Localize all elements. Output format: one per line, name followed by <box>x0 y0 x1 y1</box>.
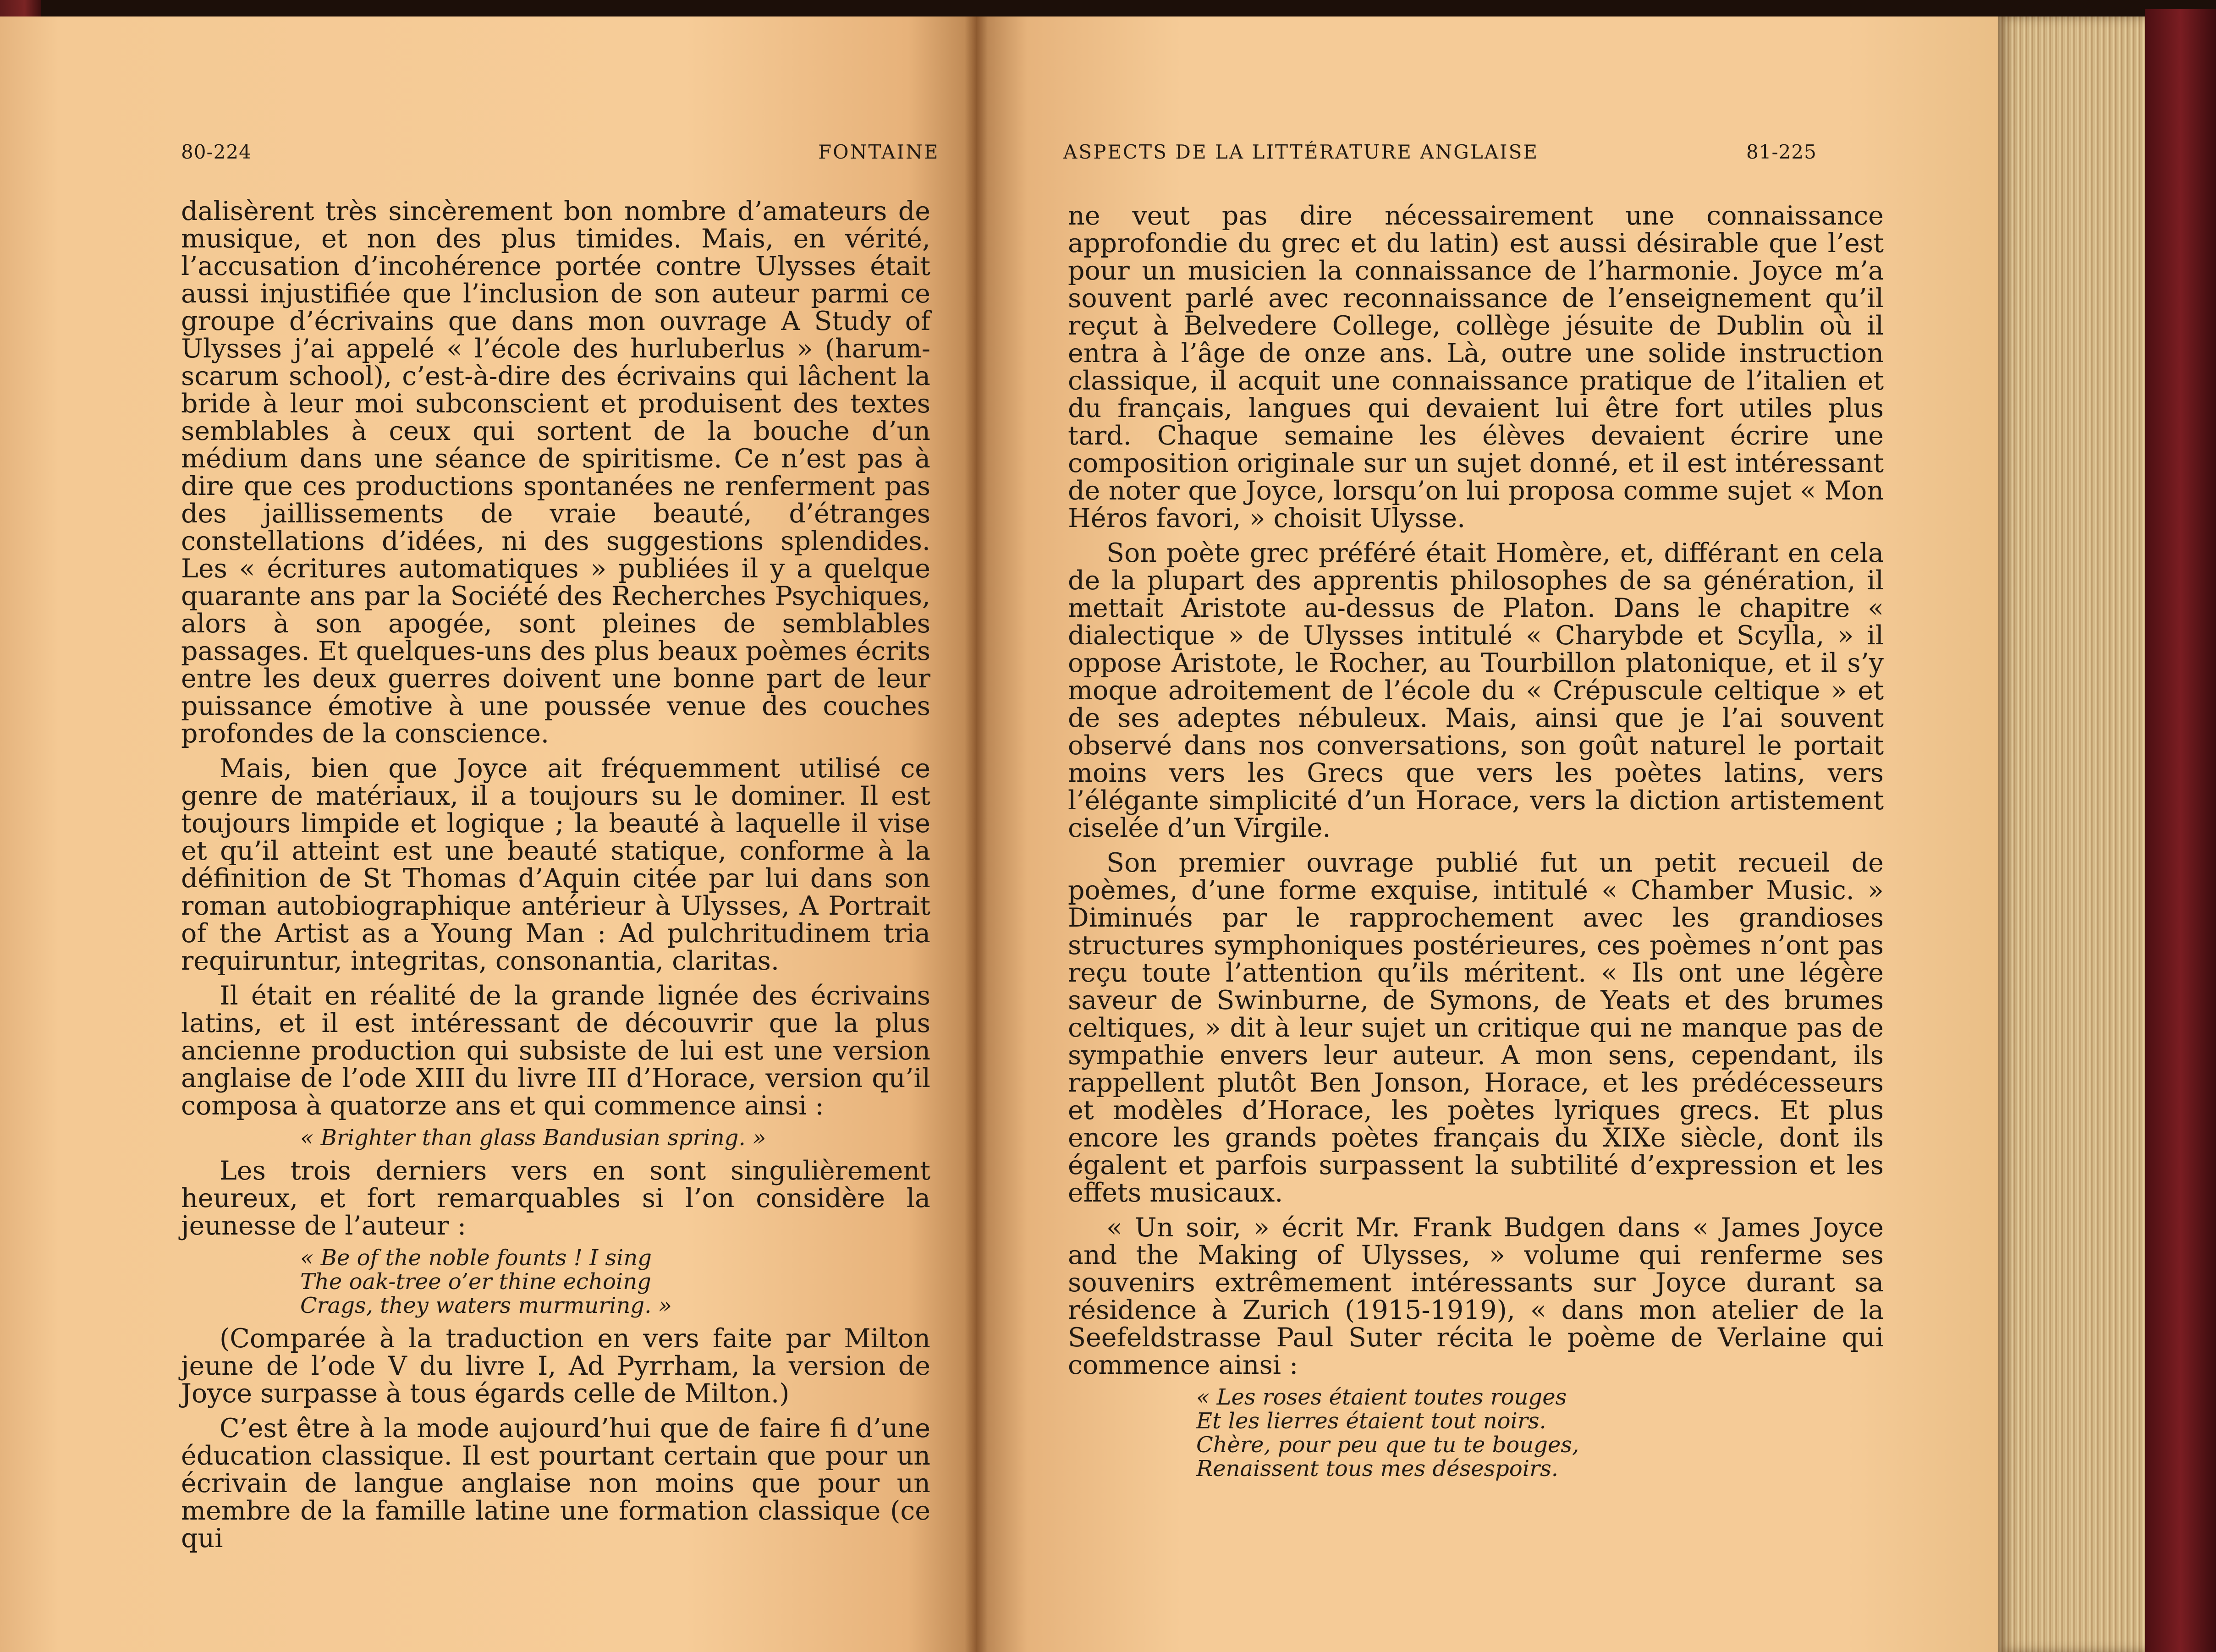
verse-line: The oak-tree o’er thine echoing <box>300 1269 651 1295</box>
body-paragraph: (Comparée à la traduction en vers faite par Milton jeune de l’ode V du livre I, Ad Pyrrham, la version de Joyce surpasse à tous égards celle de Milton.) <box>181 1323 930 1409</box>
verse-line: Chère, pour peu que tu te bouges, <box>1196 1432 1579 1458</box>
right-page <box>976 16 2001 1652</box>
right-cover-edge <box>2145 9 2216 1652</box>
verse-line: « Les roses étaient toutes rouges <box>1196 1384 1567 1410</box>
body-paragraph: Mais, bien que Joyce ait fréquemment utilisé ce genre de matériaux, il a toujours su le dominer. Il est toujours limpide et logique ; la beauté à laquelle il vise et qu’il atteint est une beauté statique, conforme à la définition de St Thomas d’Aquin citée par lui dans son roman autobiographique antérieur à Ulysses, A Portrait of the Artist as a Young Man : Ad pulchritudinem tria requiruntur, integritas, consonantia, claritas. <box>181 753 930 976</box>
verse-line: « Brighter than glass Bandusian spring. » <box>300 1125 766 1151</box>
verse-quotation <box>1196 1385 1884 1481</box>
body-paragraph: « Un soir, » écrit Mr. Frank Budgen dans « James Joyce and the Making of Ulysses, » volume qui renferme ses souvenirs extrêmement intéressants sur Joyce durant sa résidence à Zurich (1915-1919), « dans mon atelier de la Seefeldstrasse Paul Suter récita le poème de Verlaine qui commence ainsi : <box>1068 1213 1884 1380</box>
body-paragraph: Son premier ouvrage publié fut un petit recueil de poèmes, d’une forme exquise, intitulé « Chamber Music. » Diminués par le rapprochement avec les grandioses structures symphoniques postérieures, ces poèmes n’ont pas reçu toute l’attention qu’ils méritent. « Ils ont une légère saveur de Swinburne, de Symons, de Yeats et des brumes celtiques, » dit à leur sujet un critique qui ne manque pas de sympathie envers leur auteur. A mon sens, cependant, ils rappellent plutôt Ben Jonson, Horace, et les prédécesseurs et modèles d’Horace, les poètes lyriques grecs. Et plus encore les grands poètes français du XIXe siècle, dont ils égalent et parfois surpassent la subtilité d’expression et les effets musicaux. <box>1068 848 1884 1208</box>
body-paragraph: C’est être à la mode aujourd’hui que de faire fi d’une éducation classique. Il est pourtant certain que pour un écrivain de langue anglaise non moins que pour un membre de la famille latine une formation classique (ce qui <box>181 1413 930 1553</box>
verse-quotation <box>300 1246 930 1317</box>
left-page-number: 80-224 <box>181 141 252 163</box>
left-body-text <box>181 198 930 1552</box>
body-paragraph: dalisèrent très sincèrement bon nombre d’amateurs de musique, et non des plus timides. Mais, en vérité, l’accusation d’incohérence portée contre Ulysses était aussi injustifiée que l’inclusion de son auteur parmi ce groupe d’écrivains que dans mon ouvrage A Study of Ulysses j’ai appelé « l’école des hurluberlus » (harum-scarum school), c’est-à-dire des écrivains qui lâchent la bride à leur moi subconscient et produisent des textes semblables à ceux qui sortent de la bouche d’un médium dans une séance de spiritisme. Ce n’est pas à dire que ces productions spontanées ne renferment pas des jaillissements de vraie beauté, d’étranges constellations d’idées, ni des suggestions splendides. Les « écritures automatiques » publiées il y a quelque quarante ans par la Société des Recherches Psychiques, alors à son apogée, sont pleines de semblables passages. Et quelques-uns des plus beaux poèmes écrits entre les deux guerres doivent une bonne part de leur puissance émotive à une poussée venue des couches profondes de la conscience. <box>181 196 930 749</box>
body-paragraph: Les trois derniers vers en sont singulièrement heureux, et fort remarquables si l’on considère la jeunesse de l’auteur : <box>181 1156 930 1241</box>
right-running-head: ASPECTS DE LA LITTÉRATURE ANGLAISE <box>1063 141 1539 163</box>
right-body-text <box>1068 202 1884 1485</box>
verse-line: Crags, they waters murmuring. » <box>300 1293 672 1318</box>
page-edges <box>1998 16 2150 1652</box>
verse-line: Renaissent tous mes désespoirs. <box>1196 1456 1558 1482</box>
verse-quotation <box>300 1126 930 1150</box>
book-gutter <box>965 16 988 1652</box>
body-paragraph: Son poète grec préféré était Homère, et, différant en cela de la plupart des apprentis philosophes de sa génération, il mettait Aristote au-dessus de Platon. Dans le chapitre « dialectique » de Ulysses intitulé « Charybde et Scylla, » il oppose Aristote, le Rocher, au Tourbillon platonique, et il s’y moque adroitement de l’école du « Crépuscule celtique » et de ses adeptes nébuleux. Mais, ainsi que je l’ai souvent observé dans nos conversations, son goût naturel le portait moins vers les Grecs que vers les poètes latins, vers l’élégante simplicité d’un Horace, vers la diction artistement ciselée d’un Virgile. <box>1068 538 1884 843</box>
verse-line: Et les lierres étaient tout noirs. <box>1196 1408 1546 1434</box>
left-page <box>0 16 976 1652</box>
left-running-head: FONTAINE <box>818 141 940 163</box>
right-page-number: 81-225 <box>1746 141 1817 163</box>
verse-line: « Be of the noble founts ! I sing <box>300 1245 652 1271</box>
background-top <box>0 0 2216 18</box>
body-paragraph: Il était en réalité de la grande lignée des écrivains latins, et il est intéressant de découvrir que la plus ancienne production qui subsiste de lui est une version anglaise de l’ode XIII du livre III d’Horace, version qu’il composa à quatorze ans et qui commence ainsi : <box>181 981 930 1121</box>
body-paragraph: ne veut pas dire nécessairement une connaissance approfondie du grec et du latin) est aussi désirable que l’est pour un musicien la connaissance de l’harmonie. Joyce m’a souvent parlé avec reconnaissance de l’enseignement qu’il reçut à Belvedere College, collège jésuite de Dublin où il entra à l’âge de onze ans. Là, outre une solide instruction classique, il acquit une connaissance pratique de l’italien et du français, langues qui devaient lui être fort utiles plus tard. Chaque semaine les élèves devaient écrire une composition originale sur un sujet donné, et il est intéressant de noter que Joyce, lorsqu’on lui proposa comme sujet « Mon Héros favori, » choisit Ulysse. <box>1068 201 1884 533</box>
